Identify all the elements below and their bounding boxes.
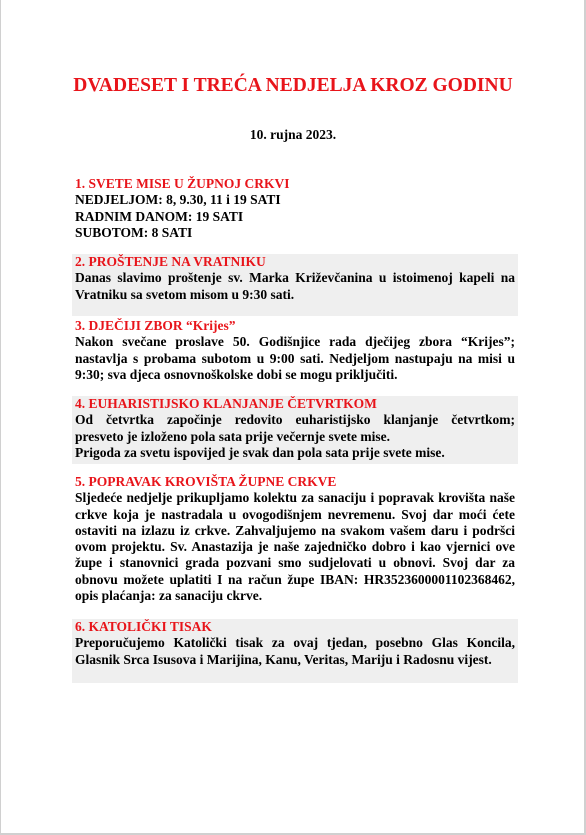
section-title: 3. DJEČIJI ZBOR “Krijes” [75,318,236,333]
section-line: obnovu možete uplatiti I na račun župe IBAN: HR3523600001102368462, [75,571,515,587]
section-line: 9:30; sva djeca osnovnoškolske dobi se mogu priključiti. [75,366,398,382]
section-line: Sljedeće nedjelje prikupljamo kolektu za sanaciju i popravak krovišta naše [75,490,515,506]
section-prostenje [72,254,518,316]
section-line: Od četvrtka započinje redovito euharistijsko klanjanje četvrtkom; [75,412,515,428]
section-line: ovom projektu. Sv. Anastazija je naše zajedničko dobro i kao vjernici ove [75,539,515,555]
section-line: opis plaćanja: za sanaciju ckrve. [75,588,263,604]
section-line: Vratniku sa svetom misom u 9:30 sati. [75,286,295,302]
section-line: RADNIM DANOM: 19 SATI [75,208,244,224]
section-line: crkve koja je nastradala u ovogodišnjem nevremenu. Svoj dar moći ćete [75,506,515,522]
page-title: DVADESET I TREĆA NEDJELJA KROZ GODINU [73,75,513,96]
page-date: 10. rujna 2023. [249,127,337,142]
section-adoration [72,396,518,464]
section-roof-repair [72,474,518,604]
section-line: presveto je izloženo pola sata prije večernje svete mise. [75,428,391,444]
section-line: Preporučujemo Katolički tisak za ovaj tjedan, posebno Glas Koncila, [75,635,515,651]
page-edge-left [0,0,1,835]
section-childrens-choir [72,318,518,383]
section-line: SUBOTOM: 8 SATI [75,224,193,240]
section-title: 5. POPRAVAK KROVIŠTA ŽUPNE CRKVE [75,474,337,489]
section-title: 6. KATOLIČKI TISAK [75,619,212,634]
section-mass-schedule [72,176,518,241]
section-line: Nakon svečane proslave 50. Godišnjice rada dječijeg zbora “Krijes”; [75,334,515,350]
section-line: Glasnik Srca Isusova i Marijina, Kanu, Veritas, Mariju i Radosnu vijest. [75,651,492,667]
section-line: ostaviti na izlazu iz crkve. Zahvaljujemo na svakom vašem daru i podršci [75,522,515,538]
section-line: Prigoda za svetu ispovijed je svak dan pola sata prije svete mise. [75,444,445,460]
section-line: župe i stanovnici grada pozvani smo sudjelovati u obnovi. Svoj dar za [75,555,515,571]
section-line: nastavlja s probama subotom u 9:00 sati. Nedjeljom nastupaju na misi u [75,350,515,366]
section-title: 2. PROŠTENJE NA VRATNIKU [75,254,266,269]
section-line: Danas slavimo proštenje sv. Marka Križevčanina u istoimenoj kapeli na [75,270,515,286]
section-title: 1. SVETE MISE U ŽUPNOJ CRKVI [75,176,290,191]
section-catholic-press [72,619,518,683]
section-title: 4. EUHARISTIJSKO KLANJANJE ČETVRTKOM [75,396,377,411]
section-line: NEDJELJOM: 8, 9.30, 11 i 19 SATI [75,192,281,208]
